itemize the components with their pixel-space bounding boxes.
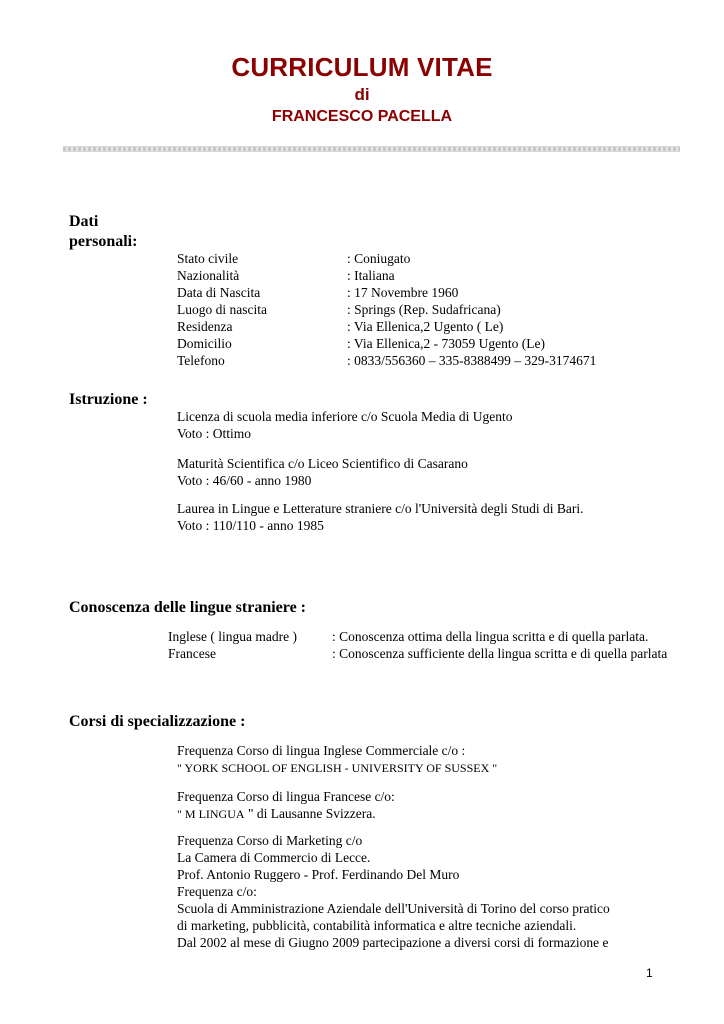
language-value-francese: : Conoscenza sufficiente della lingua scritta e di quella parlata — [332, 646, 668, 661]
personal-label-residenza: Residenza — [177, 319, 233, 334]
personal-label-nazionalita: Nazionalità — [177, 268, 240, 283]
heading-line: Dati — [69, 213, 99, 230]
education-item-line: Voto : Ottimo — [177, 426, 252, 441]
course-school-location: " di Lausanne Svizzera. — [244, 806, 376, 821]
header-divider — [63, 146, 680, 152]
course-line: Prof. Antonio Ruggero - Prof. Ferdinando Del Muro — [177, 867, 460, 882]
personal-label-telefono: Telefono — [177, 353, 225, 368]
course-line: " YORK SCHOOL OF ENGLISH - UNIVERSITY OF SUSSEX " — [177, 761, 498, 775]
course-line: La Camera di Commercio di Lecce. — [177, 850, 371, 865]
personal-value-data-nascita: : 17 Novembre 1960 — [347, 285, 459, 300]
personal-label-stato-civile: Stato civile — [177, 251, 239, 266]
personal-value-nazionalita: : Italiana — [347, 268, 395, 283]
course-line: Frequenza Corso di lingua Francese c/o: — [177, 789, 395, 804]
education-item-line: Laurea in Lingue e Letterature straniere c/o l'Università degli Studi di Bari. — [177, 501, 584, 516]
page-number: 1 — [646, 966, 653, 980]
education-item-line: Voto : 46/60 - anno 1980 — [177, 473, 312, 488]
personal-value-luogo-nascita: : Springs (Rep. Sudafricana) — [347, 302, 501, 317]
heading-line: personali: — [69, 233, 138, 250]
course-line: di marketing, pubblicità, contabilità informatica e altre tecniche aziendali. — [177, 918, 577, 933]
candidate-name: FRANCESCO PACELLA — [271, 108, 453, 125]
language-label-francese: Francese — [168, 646, 216, 661]
education-item-line: Licenza di scuola media inferiore c/o Scuola Media di Ugento — [177, 409, 513, 424]
personal-label-domicilio: Domicilio — [177, 336, 232, 351]
section-heading-personal — [69, 212, 137, 252]
document-subtitle: di — [354, 85, 370, 104]
course-line: Frequenza Corso di lingua Inglese Commerciale c/o : — [177, 743, 466, 758]
section-heading-courses: Corsi di specializzazione : — [69, 713, 246, 730]
course-line: Frequenza c/o: — [177, 884, 257, 899]
personal-value-telefono: : 0833/556360 – 335-8388499 – 329-3174671 — [347, 353, 597, 368]
education-item-line: Voto : 110/110 - anno 1985 — [177, 518, 324, 533]
document-title: CURRICULUM VITAE — [231, 52, 493, 82]
personal-label-luogo-nascita: Luogo di nascita — [177, 302, 267, 317]
personal-value-stato-civile: : Coniugato — [347, 251, 411, 266]
education-item-line: Maturità Scientifica c/o Liceo Scientifico di Casarano — [177, 456, 468, 471]
course-line: Scuola di Amministrazione Aziendale dell'Università di Torino del corso pratico — [177, 901, 610, 916]
language-value-inglese: : Conoscenza ottima della lingua scritta e di quella parlata. — [332, 629, 649, 644]
personal-label-data-nascita: Data di Nascita — [177, 285, 261, 300]
personal-value-domicilio: : Via Ellenica,2 - 73059 Ugento (Le) — [347, 336, 546, 351]
course-line: Frequenza Corso di Marketing c/o — [177, 833, 363, 848]
course-school-name: " M LINGUA — [177, 807, 245, 821]
personal-value-residenza: : Via Ellenica,2 Ugento ( Le) — [347, 319, 504, 334]
language-label-inglese: Inglese ( lingua madre ) — [168, 629, 297, 644]
section-heading-languages: Conoscenza delle lingue straniere : — [69, 599, 307, 616]
course-line: Dal 2002 al mese di Giugno 2009 partecipazione a diversi corsi di formazione e — [177, 935, 609, 950]
course-line — [177, 805, 376, 823]
section-heading-education: Istruzione : — [69, 391, 148, 408]
